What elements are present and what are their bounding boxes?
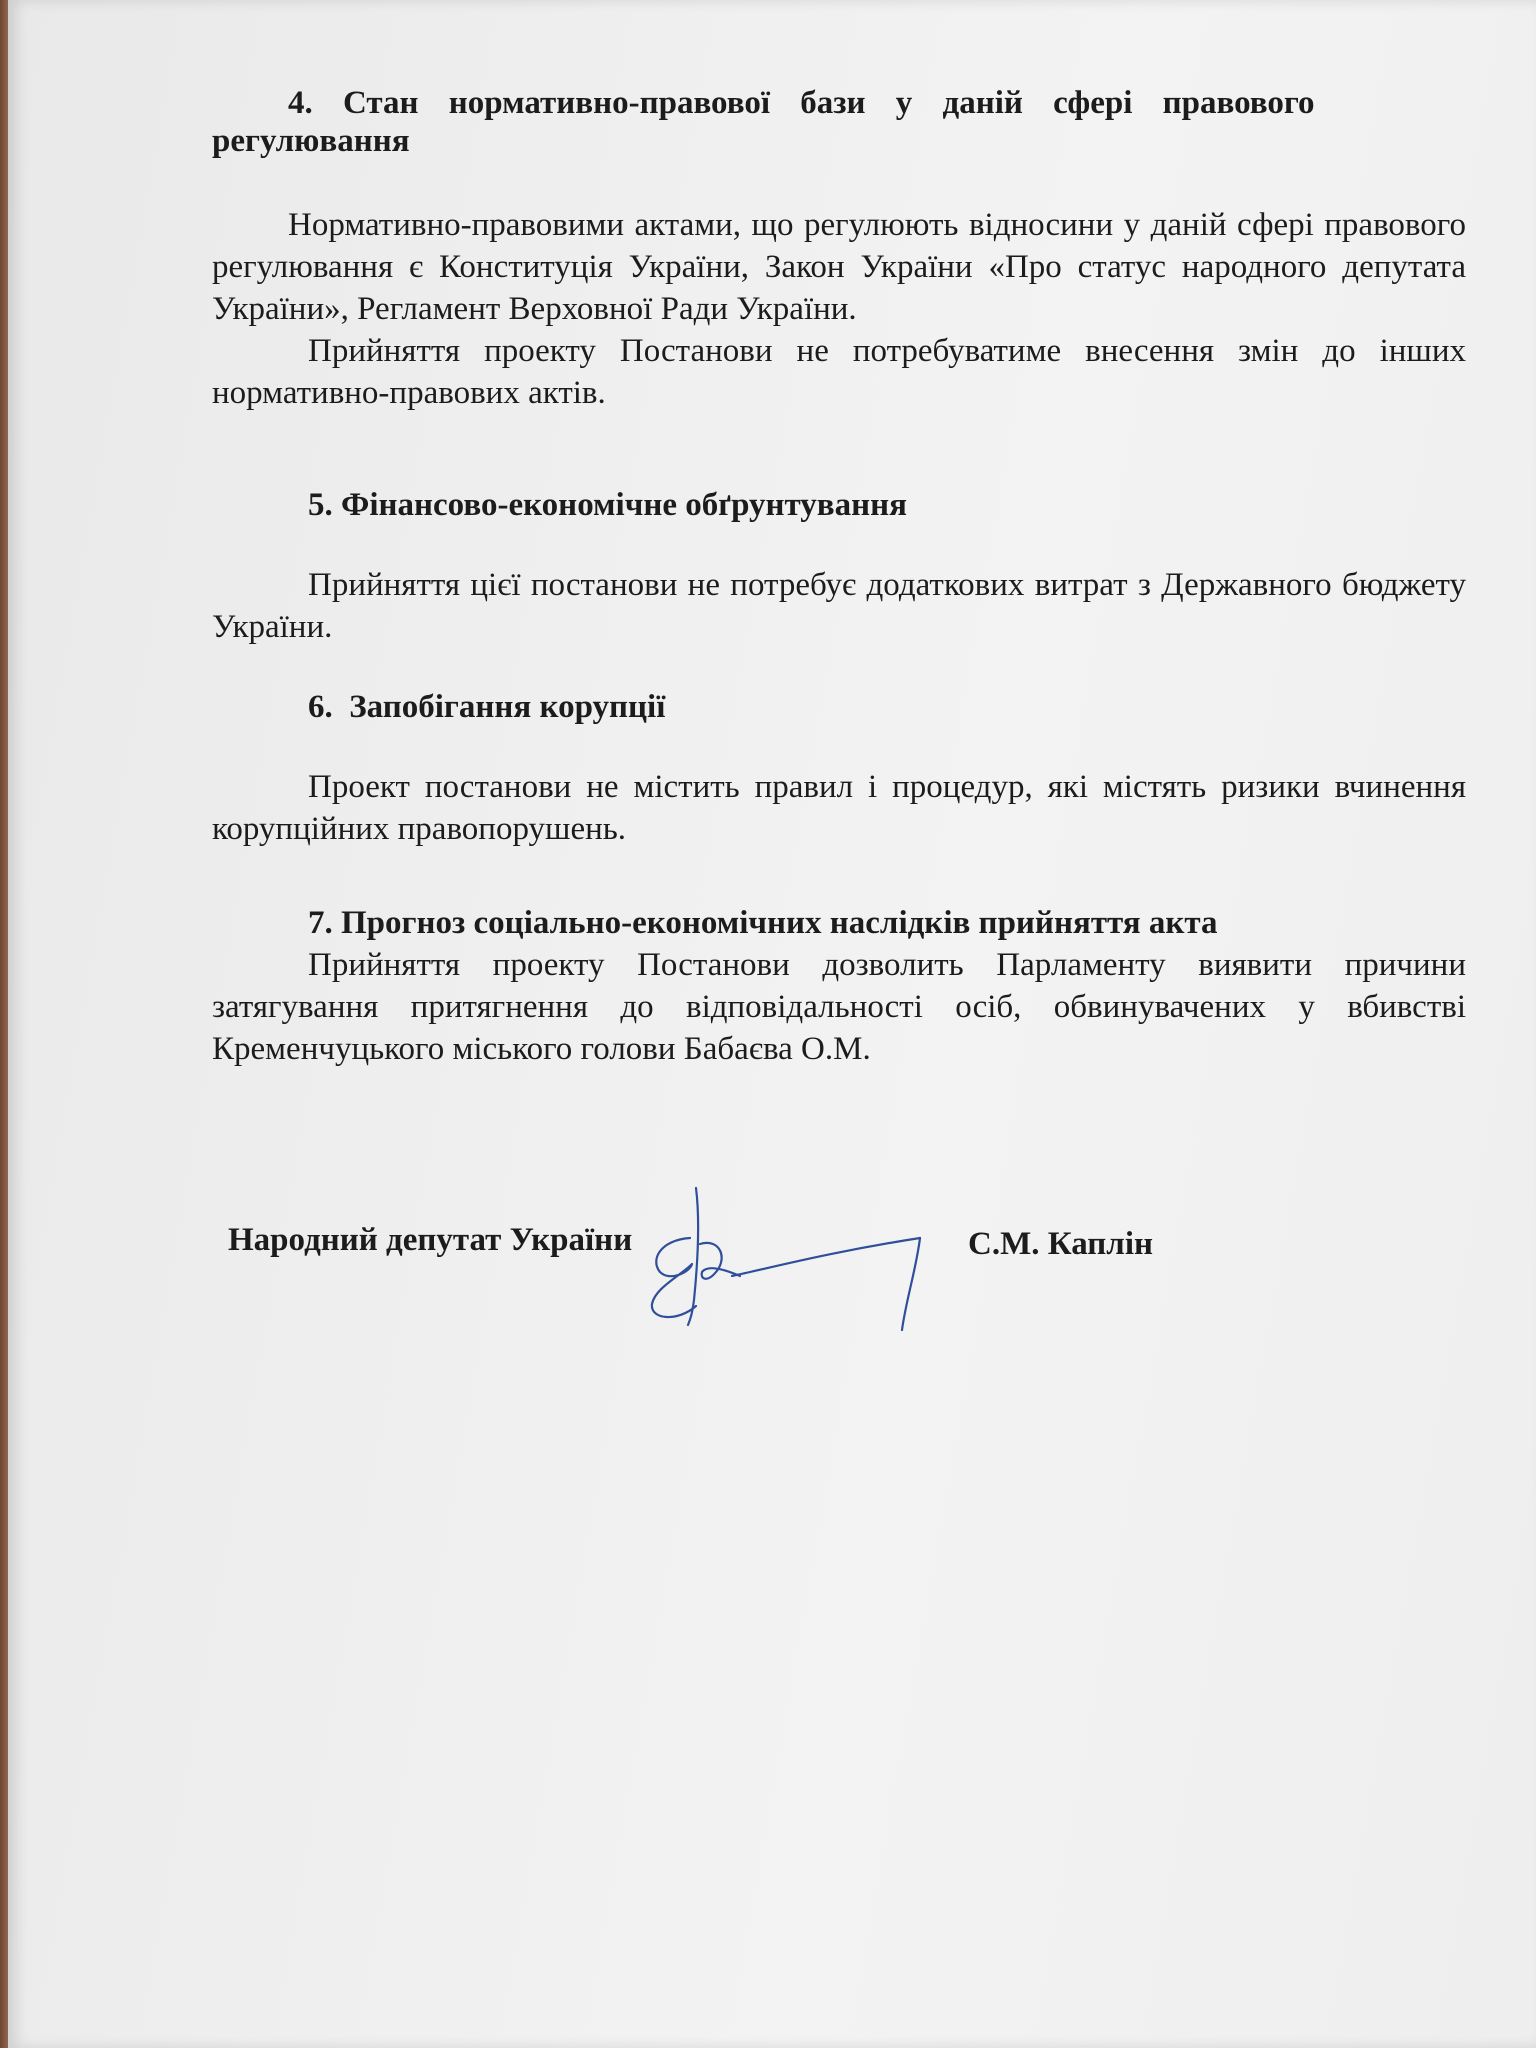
section-4	[212, 82, 1466, 414]
section-6	[212, 686, 1466, 850]
section-4-paragraph-1: Нормативно-правовими актами, що регулюють відносини у даній сфері правового регулювання є Конституція України, Закон України «Про статус народного депутата України», Регламент Верховної Ради України.	[212, 207, 1466, 327]
section-4-paragraph-2: Прийняття проекту Постанови не потребуватиме внесення змін до інших нормативно-правових актів.	[212, 333, 1466, 411]
spacer	[212, 850, 1466, 902]
spacer	[212, 414, 1466, 484]
section-4-heading-cont	[212, 120, 1466, 162]
signer-name: С.М. Каплін	[968, 1226, 1153, 1262]
spacer	[212, 526, 1466, 564]
section-6-heading: 6. Запобігання корупції	[308, 689, 666, 725]
spacer	[212, 728, 1466, 766]
section-7-paragraph-1: Прийняття проекту Постанови дозволить Парламенту виявити причини затягування притягнення до відповідальності осіб, обвинувачених у вбивстві Кременчуцького міського голови Бабаєва О.М.	[212, 947, 1466, 1067]
spacer	[212, 162, 1466, 204]
handwritten-signature	[630, 1180, 960, 1340]
document-body	[212, 82, 1466, 1070]
section-4-heading	[212, 82, 1466, 124]
section-5-paragraph-1: Прийняття цієї постанови не потребує додаткових витрат з Державного бюджету України.	[212, 567, 1466, 645]
section-5-heading: 5. Фінансово-економічне обґрунтування	[308, 487, 907, 523]
section-4-heading-line1: 4. Стан нормативно-правової бази у даній сфері правового	[288, 85, 1315, 121]
spacer	[212, 648, 1466, 686]
signer-title: Народний депутат України	[228, 1222, 633, 1258]
section-7	[212, 902, 1466, 1070]
section-5	[212, 484, 1466, 648]
section-7-heading: 7. Прогноз соціально-економічних наслідків прийняття акта	[308, 905, 1218, 941]
section-6-paragraph-1: Проект постанови не містить правил і процедур, які містять ризики вчинення корупційних правопорушень.	[212, 769, 1466, 847]
section-4-heading-line2: регулювання	[212, 123, 410, 159]
